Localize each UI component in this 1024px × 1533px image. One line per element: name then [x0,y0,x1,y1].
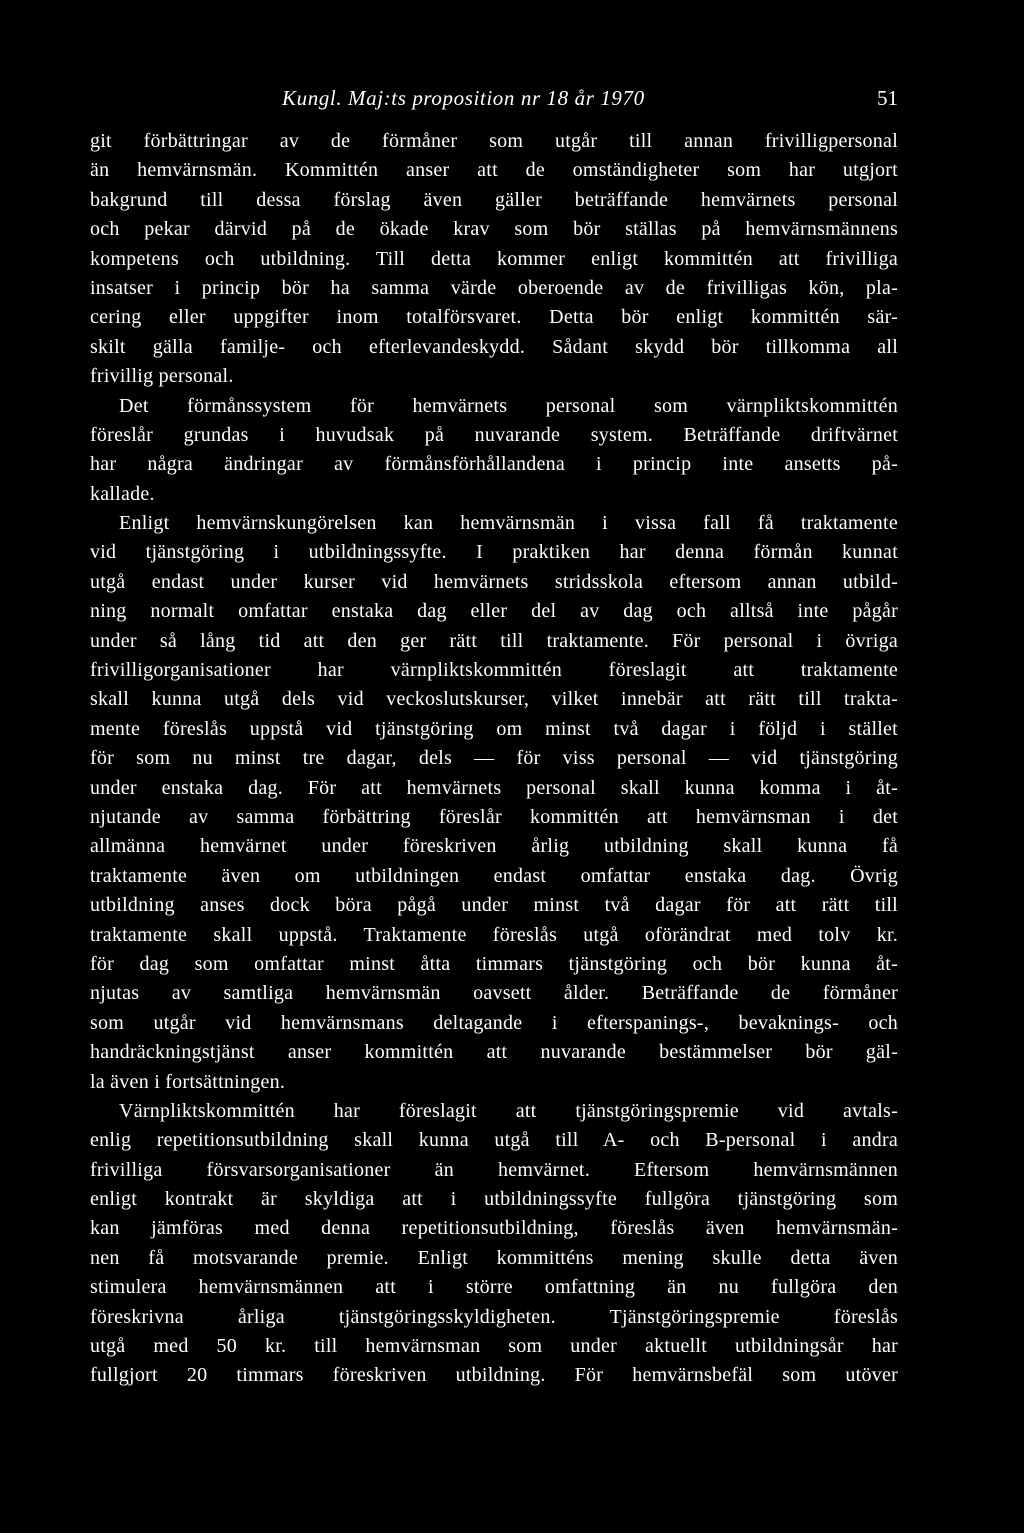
text-line: kompetens och utbildning. Till detta kommer enligt kommittén att frivilliga [90,247,898,270]
text-line: kallade. [90,482,155,505]
text-line: vid tjänstgöring i utbildningssyfte. I praktiken har denna förmån kunnat [90,541,898,564]
text-line: traktamente skall uppstå. Traktamente föreslås utgå oförändrat med tolv kr. [90,923,898,946]
text-line: föreslår grundas i huvudsak på nuvarande system. Beträffande driftvärnet [90,423,898,446]
text-line: för som nu minst tre dagar, dels — för viss personal — vid tjänstgöring [90,747,898,770]
text-line: enligt kontrakt är skyldiga att i utbildningssyfte fullgöra tjänstgöring som [90,1188,898,1211]
running-title: Kungl. Maj:ts proposition nr 18 år 1970 [282,86,645,110]
text-line: kan jämföras med denna repetitionsutbildning, föreslås även hemvärnsmän- [90,1217,898,1240]
text-line: njutas av samtliga hemvärnsmän oavsett ålder. Beträffande de förmåner [90,982,898,1005]
text-line: mente föreslås uppstå vid tjänstgöring om minst två dagar i följd i stället [90,717,898,740]
text-line: ning normalt omfattar enstaka dag eller del av dag och alltså inte pågår [90,600,898,623]
text-line: frivillig personal. [90,365,234,388]
text-line: Det förmånssystem för hemvärnets personal som värnpliktskommittén [119,394,898,417]
text-line: skilt gälla familje- och efterlevandeskydd. Sådant skydd bör tillkomma all [90,335,898,358]
text-line: enlig repetitionsutbildning skall kunna utgå till A- och B-personal i andra [90,1129,898,1152]
text-line: Värnpliktskommittén har föreslagit att tjänstgöringspremie vid avtals- [119,1099,898,1122]
text-line: har några ändringar av förmånsförhållandena i princip inte ansetts på- [90,453,898,476]
text-line: utbildning anses dock böra pågå under minst två dagar för att rätt till [90,894,898,917]
text-line: insatser i princip bör ha samma värde oberoende av de frivilligas kön, pla- [90,276,898,299]
text-line: cering eller uppgifter inom totalförsvaret. Detta bör enligt kommittén sär- [90,306,898,329]
text-line: allmänna hemvärnet under föreskriven årlig utbildning skall kunna få [90,835,898,858]
text-line: handräckningstjänst anser kommittén att nuvarande bestämmelser bör gäl- [90,1041,898,1064]
text-line: under så lång tid att den ger rätt till traktamente. För personal i övriga [90,629,898,652]
text-line: traktamente även om utbildningen endast omfattar enstaka dag. Övrig [90,864,898,887]
text-line: för dag som omfattar minst åtta timmars tjänstgöring och bör kunna åt- [90,952,898,975]
text-line: frivilliga försvarsorganisationer än hemvärnet. Eftersom hemvärnsmännen [90,1158,898,1181]
body-text [90,127,898,1391]
text-line: la även i fortsättningen. [90,1070,286,1093]
text-line: fullgjort 20 timmars föreskriven utbildning. För hemvärnsbefäl som utöver [90,1364,898,1387]
text-line: utgå med 50 kr. till hemvärnsman som under aktuellt utbildningsår har [90,1335,898,1358]
text-line: under enstaka dag. För att hemvärnets personal skall kunna komma i åt- [90,776,898,799]
text-line: njutande av samma förbättring föreslår kommittén att hemvärnsman i det [90,805,898,828]
page-number: 51 [877,86,898,110]
text-line: git förbättringar av de förmåner som utgår till annan frivilligpersonal [90,130,898,152]
text-line: än hemvärnsmän. Kommittén anser att de omständigheter som har utgjort [90,159,898,182]
text-line: stimulera hemvärnsmännen att i större omfattning än nu fullgöra den [90,1276,898,1299]
text-line: bakgrund till dessa förslag även gäller beträffande hemvärnets personal [90,188,898,211]
text-line: utgå endast under kurser vid hemvärnets stridsskola eftersom annan utbild- [90,570,898,593]
text-line: skall kunna utgå dels vid veckoslutskurser, vilket innebär att rätt till trakta- [90,688,898,711]
text-line: och pekar därvid på de ökade krav som bör ställas på hemvärnsmännens [90,218,898,241]
page-header [90,86,898,118]
text-line: frivilligorganisationer har värnpliktskommittén föreslagit att traktamente [90,659,898,682]
text-line: nen få motsvarande premie. Enligt kommitténs mening skulle detta även [90,1246,898,1269]
text-line: som utgår vid hemvärnsmans deltagande i efterspanings-, bevaknings- och [90,1011,898,1034]
text-line: föreskrivna årliga tjänstgöringsskyldigheten. Tjänstgöringspremie föreslås [90,1305,898,1328]
text-line: Enligt hemvärnskungörelsen kan hemvärnsmän i vissa fall få traktamente [119,512,898,535]
